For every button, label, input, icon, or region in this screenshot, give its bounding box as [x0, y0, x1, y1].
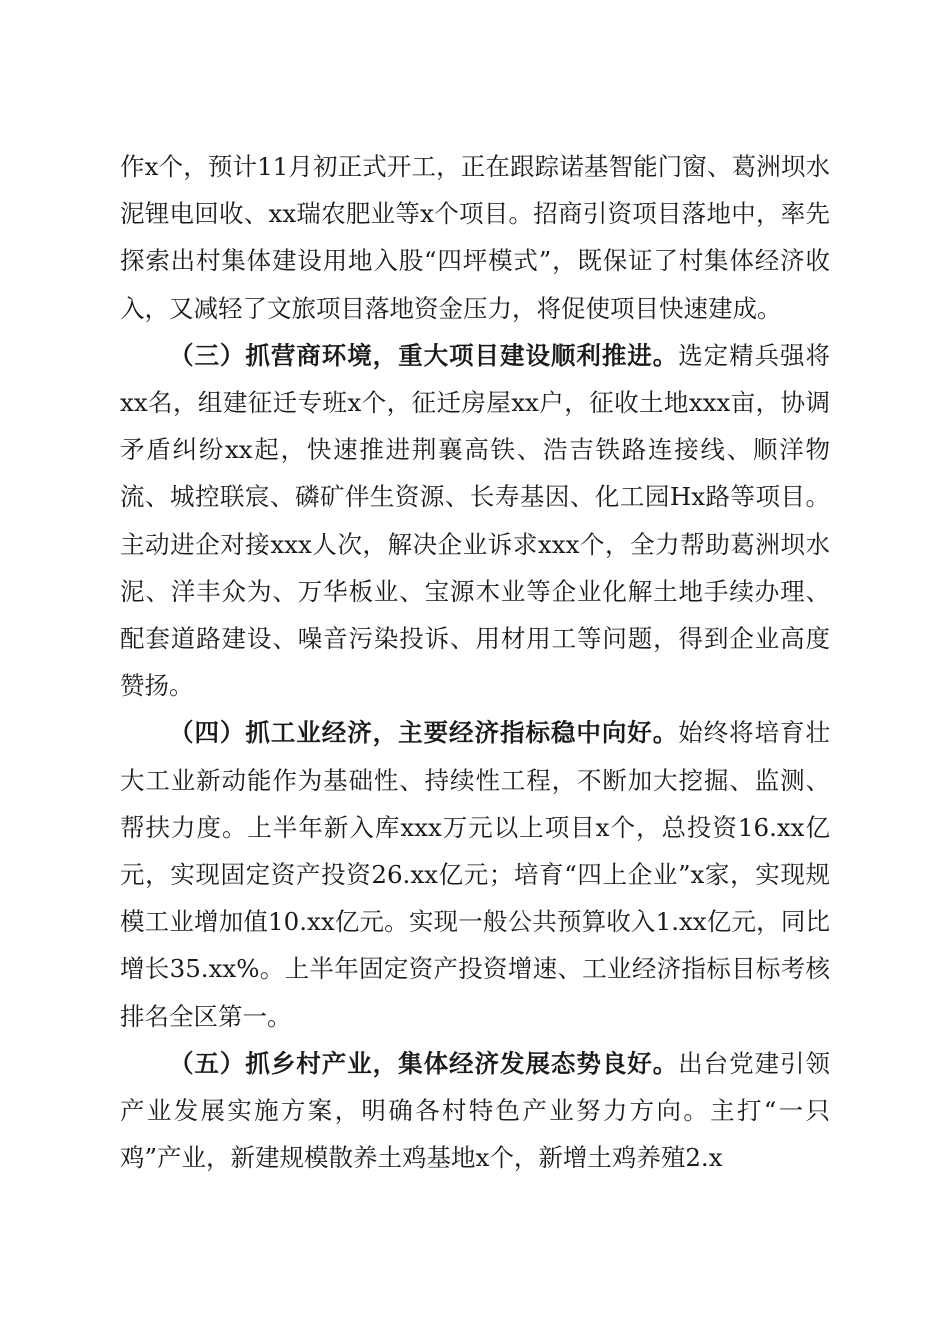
section-heading: （五）抓乡村产业，集体经济发展态势良好。	[169, 1048, 679, 1078]
paragraph-text: 作x个，预计11月初正式开工，正在跟踪诺基智能门窗、葛洲坝水泥锂电回收、xx瑞农肥业等x个项目。招商引资项目落地中，率先探索出村集体建设用地入股“四坪模式”，既保证了村集体经济收入，又减轻了文旅项目落地资金压力，将促使项目快速建成。	[120, 152, 830, 323]
section-heading: （四）抓工业经济，主要经济指标稳中向好。	[169, 718, 679, 748]
paragraph-section-3	[120, 332, 830, 710]
paragraph-text: 始终将培育壮大工业新动能作为基础性、持续性工程，不断加大挖掘、监测、帮扶力度。上半年新入库xxx万元以上项目x个，总投资16.xx亿元，实现固定资产投资26.xx亿元；培育“四上企业”x家，实现规模工业增加值10.xx亿元。实现一般公共预算收入1.xx亿元，同比增长35.xx%。上半年固定资产投资增速、工业经济指标目标考核排名全区第一。	[120, 718, 831, 1031]
document-body	[120, 143, 830, 1181]
paragraph-text: 出台党建引领产业发展实施方案，明确各村特色产业努力方向。主打“一只鸡”产业，新建规模散养土鸡基地x个，新增土鸡养殖2.x	[120, 1048, 831, 1173]
section-heading: （三）抓营商环境，重大项目建设顺利推进。	[169, 340, 679, 370]
paragraph-section-5	[120, 1040, 830, 1182]
paragraph-section-4	[120, 709, 830, 1039]
paragraph-text: 选定精兵强将xx名，组建征迁专班x个，征迁房屋xx户，征收土地xxx亩，协调矛盾纠纷xx起，快速推进荆襄高铁、浩吉铁路连接线、顺洋物流、城控联宸、磷矿伴生资源、长寿基因、化工园Hx路等项目。主动进企对接xxx人次，解决企业诉求xxx个，全力帮助葛洲坝水泥、洋丰众为、万华板业、宝源木业等企业化解土地手续办理、配套道路建设、噪音污染投诉、用材用工等问题，得到企业高度赞扬。	[120, 340, 831, 701]
paragraph-continuation	[120, 143, 830, 332]
